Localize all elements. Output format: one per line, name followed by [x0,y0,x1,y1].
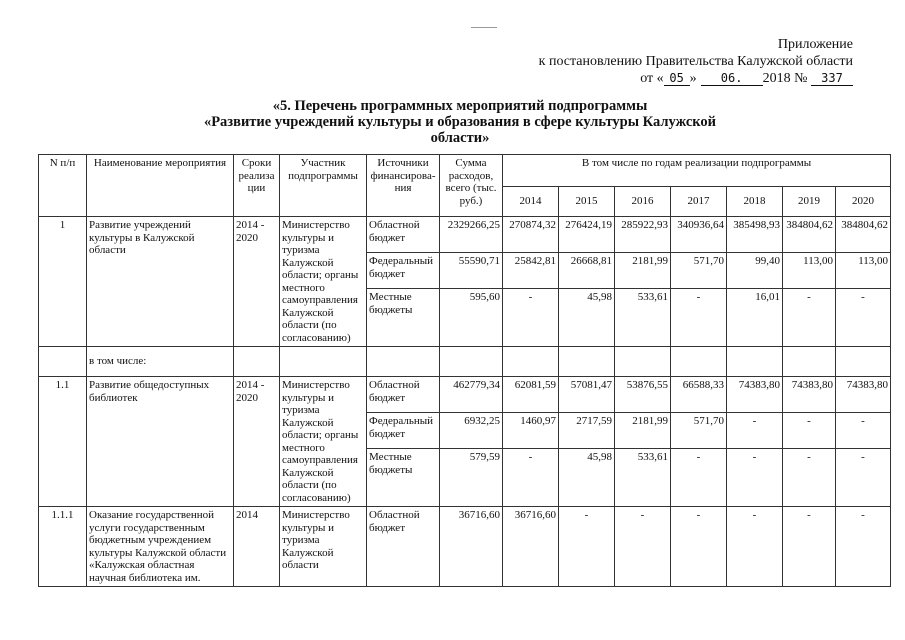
measure-name: Оказание государственной услуги государственным бюджетным учреждением культуры Калужской области «Калужская областная научная библиотека им. [87,507,234,587]
table-row-subheader [39,347,891,377]
col-header-sum: Сумма расходов, всего (тыс. руб.) [440,155,503,217]
funding-source: Местные бюджеты [367,449,440,507]
measure-period: 2014 [234,507,280,587]
appendix-label: Приложение [777,37,853,52]
table-cell-empty [280,347,367,377]
title-line-3: области» [430,130,490,146]
year-amount: 62081,59 [503,377,559,413]
table-cell-empty [671,347,727,377]
date-close-quote: » [689,71,697,86]
funding-source: Областной бюджет [367,507,440,587]
year-amount: - [836,507,891,587]
year-amount: - [783,289,836,347]
year-amount: 270874,32 [503,217,559,253]
col-header-num: N п/п [39,155,87,217]
measure-name: Развитие учреждений культуры в Калужской области [87,217,234,347]
year-amount: - [783,413,836,449]
col-header-year: 2018 [727,187,783,217]
title-line-2: «Развитие учреждений культуры и образования в сфере культуры Калужской [203,114,717,130]
year-amount: 571,70 [671,253,727,289]
year-amount: 2181,99 [615,253,671,289]
number-prefix: № [794,71,808,86]
col-header-name: Наименование мероприятия [87,155,234,217]
date-prefix: от « [640,71,664,86]
year-amount: - [727,507,783,587]
table-body [39,217,891,587]
table-row [39,377,891,413]
year-amount: 57081,47 [559,377,615,413]
table-cell-empty [727,347,783,377]
funding-source: Областной бюджет [367,217,440,253]
year-amount: 571,70 [671,413,727,449]
funding-source: Местные бюджеты [367,289,440,347]
col-header-years-group: В том числе по годам реализации подпрограммы [503,155,891,187]
year-amount: - [783,449,836,507]
measure-period: 2014 - 2020 [234,217,280,347]
year-amount: 66588,33 [671,377,727,413]
date-month: 06. [701,71,763,86]
year-amount: - [559,507,615,587]
year-amount: - [671,449,727,507]
table-cell-empty [440,347,503,377]
funding-source: Федеральный бюджет [367,253,440,289]
funding-source: Областной бюджет [367,377,440,413]
total-sum: 6932,25 [440,413,503,449]
year-amount: 533,61 [615,449,671,507]
year-amount: 74383,80 [783,377,836,413]
total-sum: 579,59 [440,449,503,507]
year-amount: 384804,62 [836,217,891,253]
date-day: 05 [664,71,690,86]
year-amount: 25842,81 [503,253,559,289]
table-cell-empty [367,347,440,377]
col-header-participant: Участник подпрограммы [280,155,367,217]
measure-participant: Министерство культуры и туризма Калужской области; органы местного самоуправления Калужской области (по согласованию) [280,217,367,347]
measure-period: 2014 - 2020 [234,377,280,507]
year-amount: 276424,19 [559,217,615,253]
year-amount: 384804,62 [783,217,836,253]
top-mark [471,27,497,28]
table-cell-empty [783,347,836,377]
resolution-reference: к постановлению Правительства Калужской области [538,54,853,69]
year-amount: - [783,507,836,587]
measure-name: Развитие общедоступных библиотек [87,377,234,507]
year-amount: 113,00 [836,253,891,289]
year-amount: 1460,97 [503,413,559,449]
year-amount: - [727,413,783,449]
year-amount: - [503,289,559,347]
year-amount: - [671,507,727,587]
year-amount: - [503,449,559,507]
total-sum: 55590,71 [440,253,503,289]
row-number: 1.1.1 [39,507,87,587]
year-amount: - [671,289,727,347]
year-amount: 340936,64 [671,217,727,253]
total-sum: 595,60 [440,289,503,347]
table-row [39,217,891,253]
year-amount: 99,40 [727,253,783,289]
col-header-year: 2019 [783,187,836,217]
col-header-year: 2016 [615,187,671,217]
title-line-1: «5. Перечень программных мероприятий подпрограммы [272,98,648,114]
table-cell-empty [39,347,87,377]
col-header-source: Источники финансирова-ния [367,155,440,217]
year-amount: 53876,55 [615,377,671,413]
table-cell-empty [503,347,559,377]
col-header-year: 2020 [836,187,891,217]
year-amount: 285922,93 [615,217,671,253]
date-number-line [640,70,853,87]
year-amount: 36716,60 [503,507,559,587]
year-amount: 74383,80 [727,377,783,413]
table-cell-empty [234,347,280,377]
table-row [39,507,891,587]
document-number: 337 [811,71,853,86]
row-number: 1 [39,217,87,347]
measures-table [38,154,891,587]
year-amount: - [836,289,891,347]
year-amount: 2181,99 [615,413,671,449]
date-year: 2018 [762,71,791,86]
col-header-year: 2015 [559,187,615,217]
col-header-period: Сроки реализа ции [234,155,280,217]
year-amount: 45,98 [559,449,615,507]
year-amount: - [836,449,891,507]
table-cell-empty [615,347,671,377]
year-amount: 45,98 [559,289,615,347]
year-amount: - [727,449,783,507]
col-header-year: 2017 [671,187,727,217]
table-cell-empty [836,347,891,377]
total-sum: 2329266,25 [440,217,503,253]
year-amount: 16,01 [727,289,783,347]
year-amount: 2717,59 [559,413,615,449]
year-amount: 533,61 [615,289,671,347]
measure-participant: Министерство культуры и туризма Калужской области [280,507,367,587]
year-amount: - [615,507,671,587]
funding-source: Федеральный бюджет [367,413,440,449]
total-sum: 462779,34 [440,377,503,413]
year-amount: - [836,413,891,449]
year-amount: 26668,81 [559,253,615,289]
total-sum: 36716,60 [440,507,503,587]
col-header-year: 2014 [503,187,559,217]
year-amount: 74383,80 [836,377,891,413]
year-amount: 385498,93 [727,217,783,253]
measure-participant: Министерство культуры и туризма Калужской области; органы местного самоуправления Калужской области (по согласованию) [280,377,367,507]
year-amount: 113,00 [783,253,836,289]
row-number: 1.1 [39,377,87,507]
table-cell-empty [559,347,615,377]
subheader-label: в том числе: [87,347,234,377]
